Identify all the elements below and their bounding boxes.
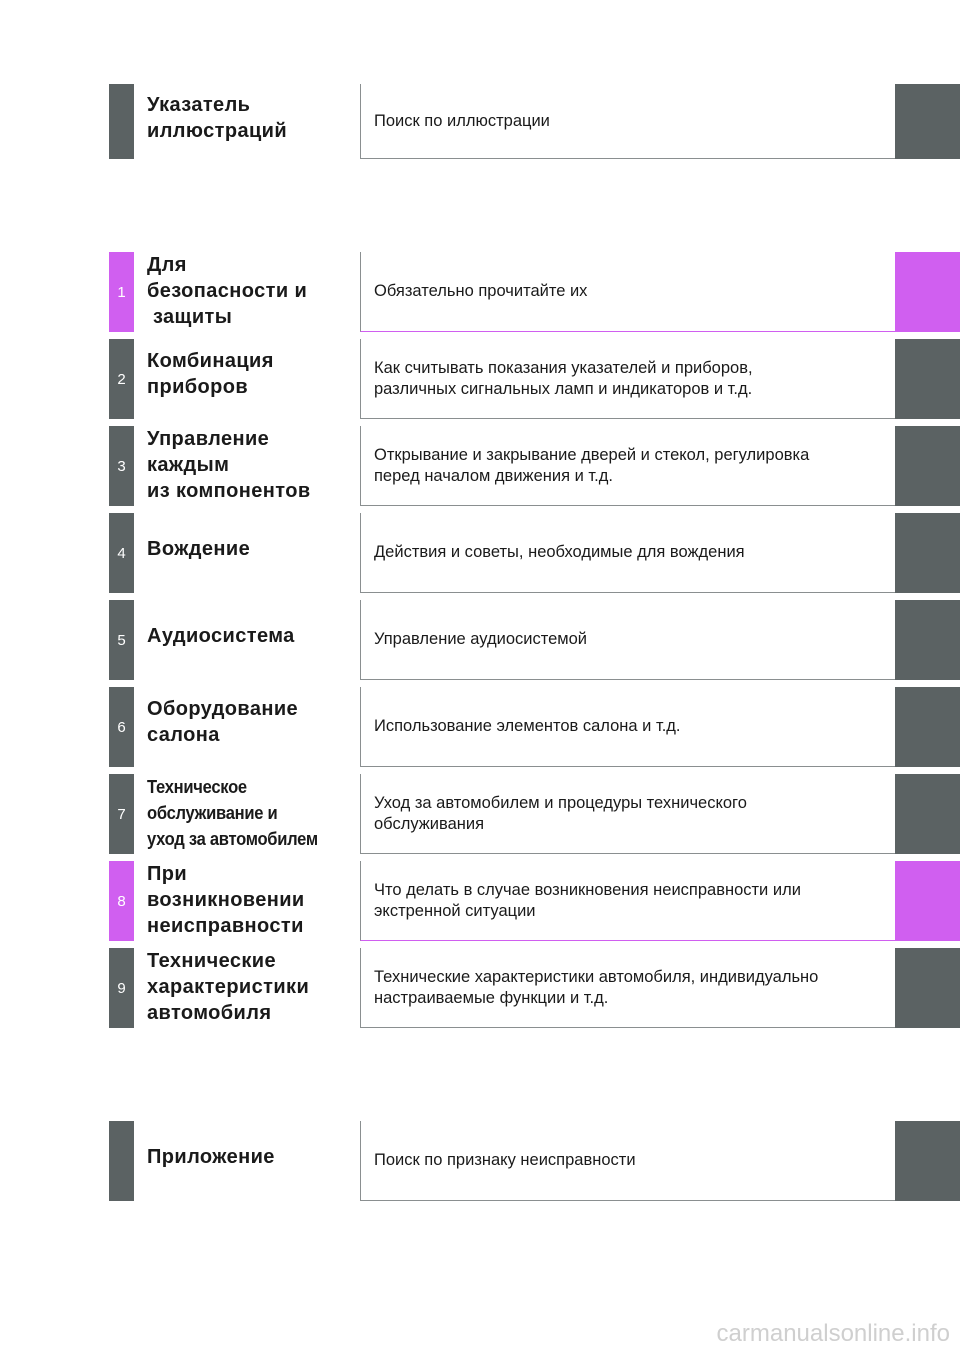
section-tab-right[interactable]: [895, 774, 960, 854]
section-title: Приложение: [147, 1146, 275, 1168]
index-row-section-7[interactable]: [0, 774, 960, 854]
section-description: Обязательно прочитайте их: [360, 252, 895, 332]
section-tab-right[interactable]: [895, 687, 960, 767]
section-title: Для безопасности и защиты: [147, 254, 308, 328]
section-tab-right[interactable]: [895, 948, 960, 1028]
section-number: 2: [109, 339, 134, 419]
section-number: 4: [109, 513, 134, 593]
index-row-section-4[interactable]: [0, 513, 960, 593]
index-row-section-2[interactable]: [0, 339, 960, 419]
section-number: 7: [109, 774, 134, 854]
index-row-section-8[interactable]: [0, 861, 960, 941]
section-tab-right[interactable]: [895, 513, 960, 593]
section-number: 1: [109, 252, 134, 332]
section-tab-right[interactable]: [895, 1121, 960, 1201]
section-tab-right[interactable]: [895, 252, 960, 332]
section-description: Как считывать показания указателей и приборов, различных сигнальных ламп и индикаторов и т.д.: [360, 339, 895, 419]
section-title: Вождение: [147, 538, 251, 560]
section-title: Технические характеристики автомобиля: [147, 950, 310, 1024]
index-row-section-5[interactable]: [0, 600, 960, 680]
watermark: carmanualsonline.info: [716, 1320, 950, 1347]
section-title: Управление каждым из компонентов: [147, 428, 311, 502]
section-number: 8: [109, 861, 134, 941]
section-title: Техническое обслуживание и уход за автомобилем: [147, 777, 318, 849]
index-row-section-9[interactable]: [0, 948, 960, 1028]
section-title: Указатель иллюстраций: [147, 94, 288, 142]
section-description: Поиск по иллюстрации: [360, 84, 895, 159]
section-tab-right[interactable]: [895, 600, 960, 680]
section-description: Технические характеристики автомобиля, индивидуально настраиваемые функции и т.д.: [360, 948, 895, 1028]
section-description: Управление аудиосистемой: [360, 600, 895, 680]
index-row-section-1[interactable]: [0, 252, 960, 332]
index-row-appendix[interactable]: [0, 1121, 960, 1201]
section-tab-left: [109, 1121, 134, 1201]
section-number: 5: [109, 600, 134, 680]
section-description: Уход за автомобилем и процедуры технического обслуживания: [360, 774, 895, 854]
index-row-section-6[interactable]: [0, 687, 960, 767]
section-description: Открывание и закрывание дверей и стекол, регулировка перед началом движения и т.д.: [360, 426, 895, 506]
section-number: 9: [109, 948, 134, 1028]
section-title: При возникновении неисправности: [147, 863, 305, 937]
section-description: Поиск по признаку неисправности: [360, 1121, 895, 1201]
section-tab-left: [109, 84, 134, 159]
section-description: Действия и советы, необходимые для вождения: [360, 513, 895, 593]
section-title: Аудиосистема: [147, 625, 295, 647]
section-description: Использование элементов салона и т.д.: [360, 687, 895, 767]
section-number: 3: [109, 426, 134, 506]
section-number: 6: [109, 687, 134, 767]
index-row-section-3[interactable]: [0, 426, 960, 506]
section-tab-right[interactable]: [895, 426, 960, 506]
section-title: Оборудование салона: [147, 698, 299, 746]
section-tab-right[interactable]: [895, 84, 960, 159]
section-title: Комбинация приборов: [147, 350, 274, 398]
section-tab-right[interactable]: [895, 339, 960, 419]
section-description: Что делать в случае возникновения неисправности или экстренной ситуации: [360, 861, 895, 941]
section-tab-right[interactable]: [895, 861, 960, 941]
index-row-illustrations[interactable]: [0, 84, 960, 159]
